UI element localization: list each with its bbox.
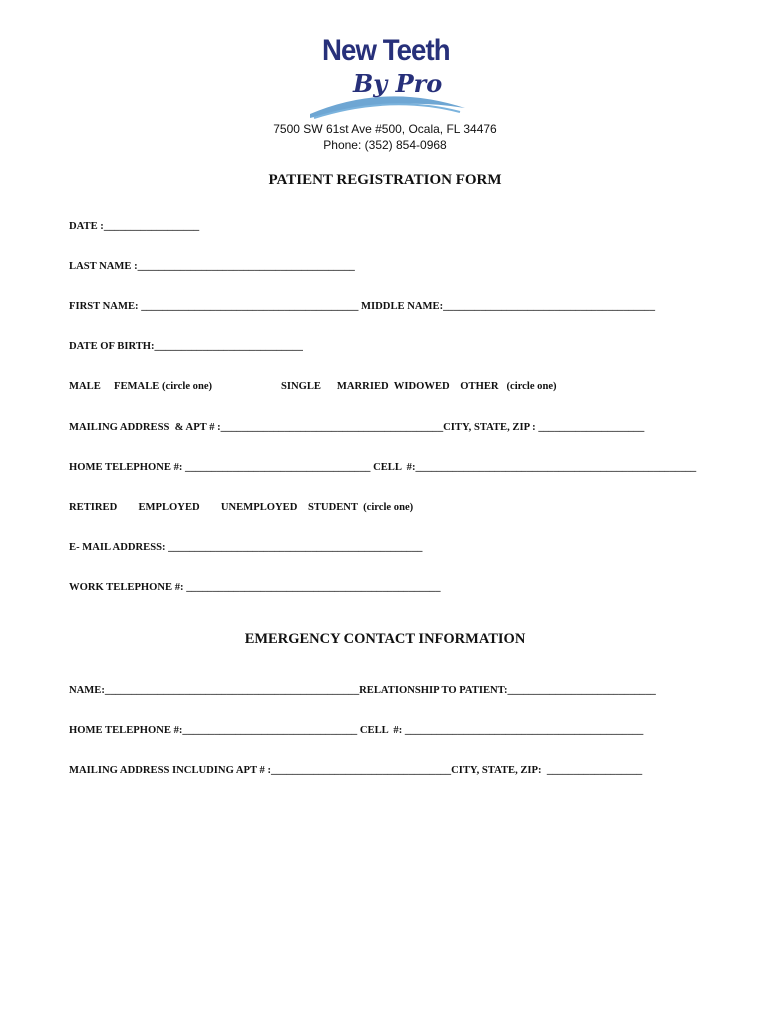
practice-address: 7500 SW 61st Ave #500, Ocala, FL 34476 [273, 122, 497, 136]
date-field[interactable]: DATE :__________________ [69, 221, 200, 232]
emergency-name-relationship-field[interactable]: NAME:________________________________________________RELATIONSHIP TO PATIENT:____________________________ [69, 685, 656, 696]
form-title: PATIENT REGISTRATION FORM [268, 172, 502, 188]
last-name-field[interactable]: LAST NAME :_________________________________________ [69, 261, 355, 272]
date-of-birth-field[interactable]: DATE OF BIRTH:____________________________ [69, 341, 303, 352]
emergency-section-title: EMERGENCY CONTACT INFORMATION [244, 631, 526, 647]
work-telephone-field[interactable]: WORK TELEPHONE #: ________________________________________________ [69, 582, 441, 593]
logo-text-bottom: By Pro [353, 69, 443, 98]
logo-text-top: New Teeth [322, 34, 450, 67]
practice-phone: Phone: (352) 854-0968 [323, 138, 447, 152]
first-middle-name-field[interactable]: FIRST NAME: _________________________________________ MIDDLE NAME:________________________________________ [69, 301, 655, 312]
home-cell-telephone-field[interactable]: HOME TELEPHONE #: ___________________________________ CELL #:_____________________________________________________ [69, 462, 697, 473]
email-address-field[interactable]: E- MAIL ADDRESS: ________________________________________________ [69, 542, 423, 553]
practice-logo [300, 34, 470, 120]
mailing-address-field[interactable]: MAILING ADDRESS & APT # :__________________________________________CITY, STATE, ZIP : ____________________ [69, 422, 645, 433]
gender-marital-status-options[interactable]: MALE FEMALE (circle one) SINGLE MARRIED WIDOWED OTHER (circle one) [69, 381, 557, 392]
emergency-telephone-field[interactable]: HOME TELEPHONE #:_________________________________ CELL #: _____________________________________________ [69, 725, 644, 736]
employment-status-options[interactable]: RETIRED EMPLOYED UNEMPLOYED STUDENT (circle one) [69, 502, 414, 513]
emergency-address-field[interactable]: MAILING ADDRESS INCLUDING APT # :__________________________________CITY, STATE, ZIP: __________________ [69, 765, 643, 776]
